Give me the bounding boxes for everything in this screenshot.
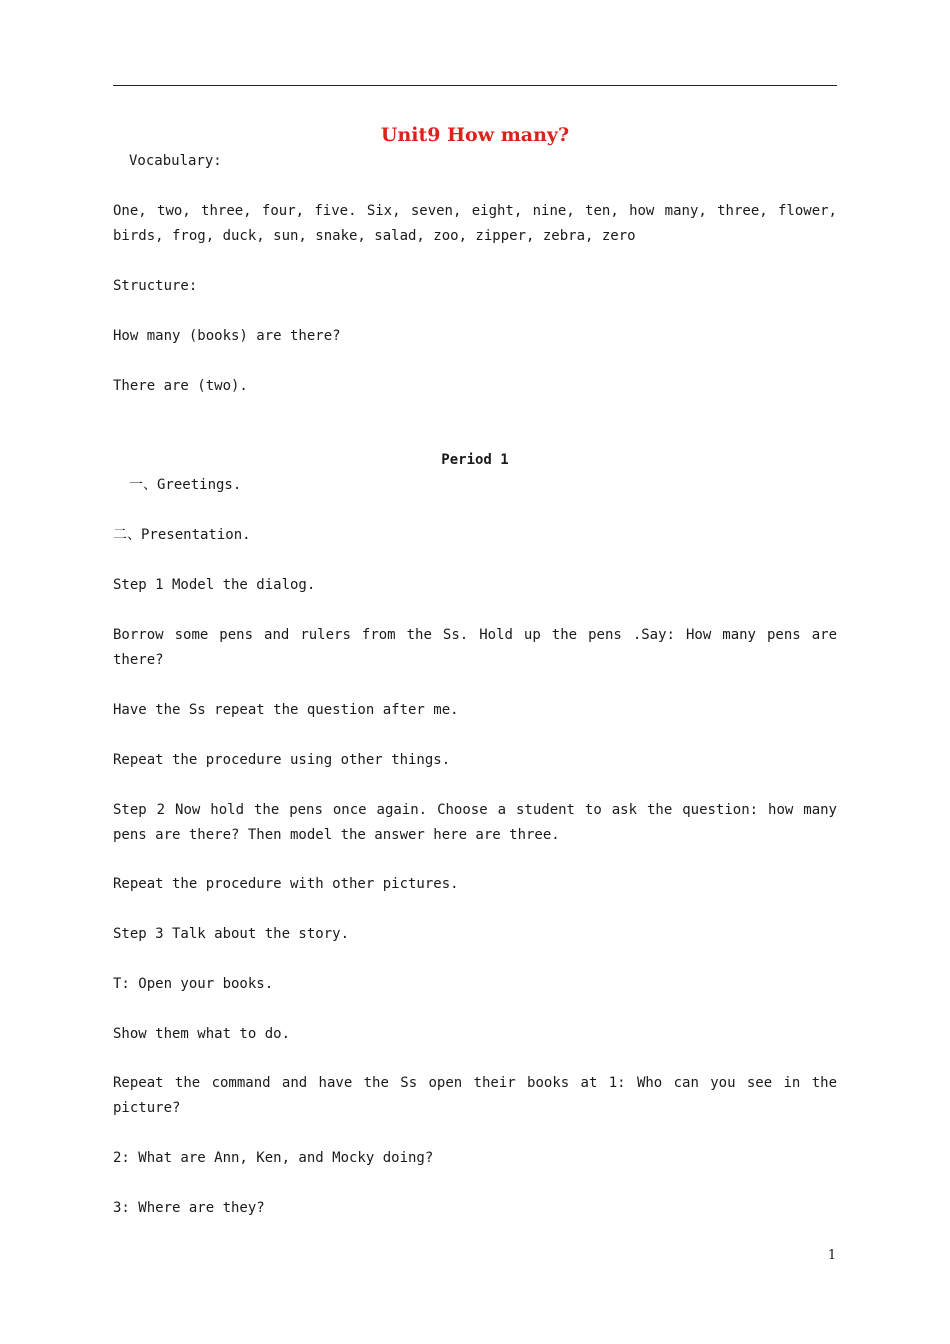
structure-question: How many (books) are there? xyxy=(113,328,341,344)
paragraph-line: there? xyxy=(113,652,164,668)
paragraph-line: Repeat the procedure using other things. xyxy=(113,752,451,768)
paragraph-line: Borrow some pens and rulers from the Ss. Hold up the pens .Say: How many pens are xyxy=(113,627,837,643)
vocabulary-label: Vocabulary: xyxy=(129,153,222,169)
page-number: 1 xyxy=(827,1248,837,1263)
question-3: 3: Where are they? xyxy=(113,1200,265,1216)
paragraph-line: Repeat the procedure with other pictures. xyxy=(113,876,459,892)
period-heading: Period 1 xyxy=(441,452,509,468)
section-greetings: 一、Greetings. xyxy=(129,477,242,493)
document-title: Unit9 How many? xyxy=(380,124,570,146)
vocabulary-line: birds, frog, duck, sun, snake, salad, zoo, zipper, zebra, zero xyxy=(113,228,636,244)
structure-answer: There are (two). xyxy=(113,378,248,394)
structure-label: Structure: xyxy=(113,278,198,294)
step-2: Step 2 Now hold the pens once again. Choose a student to ask the question: how many xyxy=(113,802,837,818)
paragraph-line: Have the Ss repeat the question after me. xyxy=(113,702,459,718)
step-1: Step 1 Model the dialog. xyxy=(113,577,316,593)
paragraph-line: pens are there? Then model the answer here are three. xyxy=(113,827,560,843)
header-rule xyxy=(113,85,837,86)
paragraph-line: picture? xyxy=(113,1100,181,1116)
paragraph-line: Repeat the command and have the Ss open their books at 1: Who can you see in the xyxy=(113,1075,837,1091)
paragraph-line: Show them what to do. xyxy=(113,1026,291,1042)
vocabulary-line: One, two, three, four, five. Six, seven, eight, nine, ten, how many, three, flower, xyxy=(113,203,837,219)
question-2: 2: What are Ann, Ken, and Mocky doing? xyxy=(113,1150,434,1166)
paragraph-line: T: Open your books. xyxy=(113,976,274,992)
step-3: Step 3 Talk about the story. xyxy=(113,926,350,942)
section-presentation: 二、Presentation. xyxy=(113,527,251,543)
